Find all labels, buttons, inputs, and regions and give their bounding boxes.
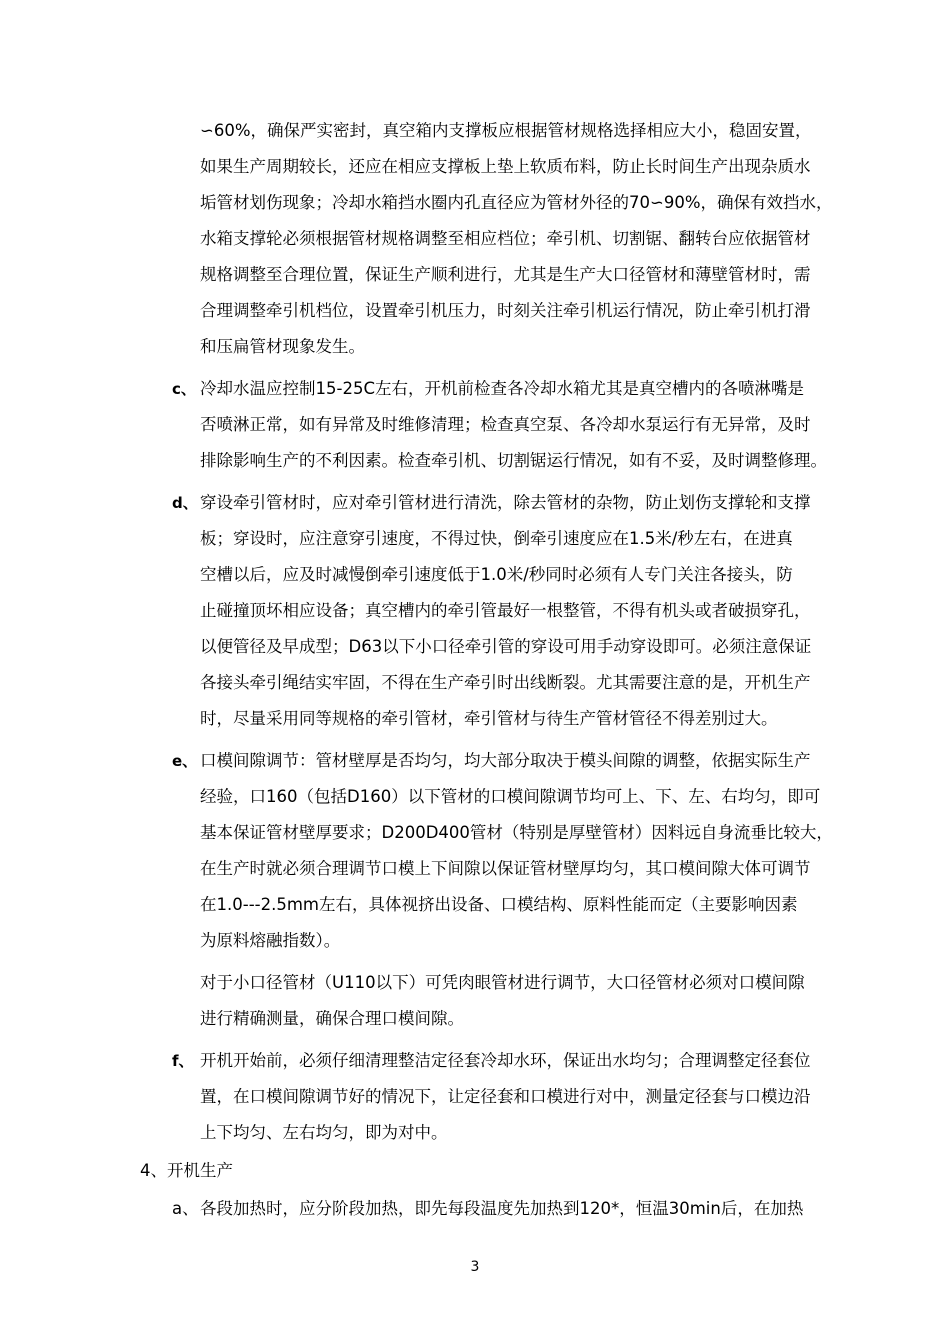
paragraph-line: 在1.0---2.5mm左右，具体视挤出设备、口模结构、原料性能而定（主要影响因素 [200,895,798,914]
page-number: 3 [470,1259,480,1275]
paragraph-line: 合理调整牵引机档位，设置牵引机压力，时刻关注牵引机运行情况，防止牵引机打滑 [200,301,811,320]
paragraph-line: 上下均匀、左右均匀，即为对中。 [200,1123,448,1142]
list-marker-c: c、 [172,380,196,398]
paragraph-line: 板；穿设时，应注意穿引速度，不得过快，倒牵引速度应在1.5米/秒左右，在进真 [200,529,793,548]
paragraph-line: 穿设牵引管材时，应对牵引管材进行清洗，除去管材的杂物，防止划伤支撑轮和支撑 [200,493,811,512]
paragraph-line: 基本保证管材壁厚要求；D200D400管材（特别是厚壁管材）因料远自身流垂比较大， [200,823,833,842]
paragraph-line: 口模间隙调节：管材壁厚是否均匀，均大部分取决于模头间隙的调整，依据实际生产 [200,751,811,770]
paragraph-line: 开机开始前，必须仔细清理整洁定径套冷却水环，保证出水均匀；合理调整定径套位 [200,1051,811,1070]
paragraph-line: 进行精确测量，确保合理口模间隙。 [200,1009,464,1028]
paragraph-line: 规格调整至合理位置，保证生产顺利进行，尤其是生产大口径管材和薄壁管材时，需 [200,265,811,284]
list-marker-d: d、 [172,494,198,512]
paragraph-line: 排除影响生产的不利因素。检查牵引机、切割锯运行情况，如有不妥，及时调整修理。 [200,451,827,470]
paragraph-line: 水箱支撑轮必须根据管材规格调整至相应档位；牵引机、切割锯、翻转台应依据管材 [200,229,811,248]
paragraph-line: 经验，口160（包括D160）以下管材的口模间隙调节均可上、下、左、右均匀，即可 [200,787,821,806]
paragraph-line: 各接头牵引绳结实牢固，不得在生产牵引时出线断裂。尤其需要注意的是，开机生产 [200,673,811,692]
paragraph-line: 止碰撞顶坏相应设备；真空槽内的牵引管最好一根整管，不得有机头或者破损穿孔， [200,601,811,620]
paragraph-line: 以便管径及早成型；D63以下小口径牵引管的穿设可用手动穿设即可。必须注意保证 [200,637,812,656]
paragraph-line: 冷却水温应控制15-25C左右，开机前检查各冷却水箱尤其是真空槽内的各喷淋嘴是 [200,379,804,398]
paragraph-line: 为原料熔融指数）。 [200,931,341,950]
paragraph-line: 和压扁管材现象发生。 [200,337,365,356]
paragraph-line: 空槽以后，应及时减慢倒牵引速度低于1.0米/秒同时必须有人专门关注各接头，防 [200,565,793,584]
section-heading: 4、开机生产 [140,1161,233,1180]
paragraph-line: 置，在口模间隙调节好的情况下，让定径套和口模进行对中，测量定径套与口模边沿 [200,1087,811,1106]
paragraph-line: ∽60%，确保严实密封，真空箱内支撑板应根据管材规格选择相应大小，稳固安置， [200,121,812,140]
paragraph-line: 各段加热时，应分阶段加热，即先每段温度先加热到120*，恒温30min后，在加热 [200,1199,804,1218]
paragraph-line: 时，尽量采用同等规格的牵引管材，牵引管材与待生产管材管径不得差别过大。 [200,709,778,728]
paragraph-line: 垢管材划伤现象；冷却水箱挡水圈内孔直径应为管材外径的70∽90%，确保有效挡水， [200,193,833,212]
paragraph-line: 对于小口径管材（U110以下）可凭肉眼管材进行调节，大口径管材必须对口模间隙 [200,973,805,992]
paragraph-line: 在生产时就必须合理调节口模上下间隙以保证管材壁厚均匀，其口模间隙大体可调节 [200,859,811,878]
paragraph-line: 如果生产周期较长，还应在相应支撑板上垫上软质布料，防止长时间生产出现杂质水 [200,157,811,176]
list-marker-a: a、 [172,1199,199,1218]
paragraph-line: 否喷淋正常，如有异常及时维修清理；检查真空泵、各冷却水泵运行有无异常，及时 [200,415,811,434]
list-marker-e: e、 [172,752,198,770]
list-marker-f: f、 [172,1052,194,1070]
